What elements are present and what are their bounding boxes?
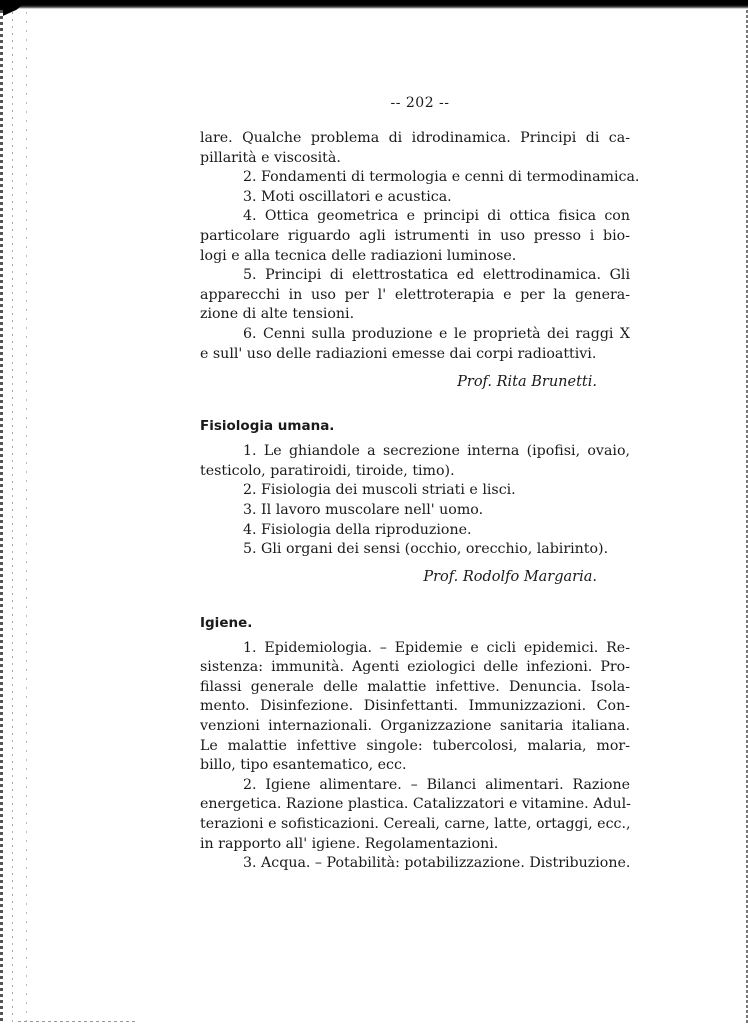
text-line: 4. Fisiologia della riproduzione.: [243, 521, 472, 538]
section-heading-hygiene: Igiene.: [200, 614, 253, 631]
hygiene-paragraphs: [200, 639, 630, 874]
text-line: 4. Ottica geometrica e principi di ottica fisica con: [243, 208, 630, 225]
text-line: 5. Principi di elettrostatica ed elettrodinamica. Gli: [243, 267, 630, 284]
physiology-section: [200, 416, 630, 587]
text-line: 3. Acqua. – Potabilità: potabilizzazione. Distribuzione.: [243, 855, 631, 872]
text-line: pillarità e viscosità.: [200, 149, 341, 166]
text-line: 6. Cenni sulla produzione e le proprietà dei raggi X: [243, 325, 630, 342]
signature-physiology: Prof. Rodolfo Margaria.: [423, 568, 597, 585]
text-line: energetica. Razione plastica. Catalizzatori e vitamine. Adul-: [200, 796, 631, 813]
text-line: particolare riguardo agli istrumenti in uso presso i bio-: [200, 227, 630, 244]
physics-section: [200, 129, 640, 392]
text-line: 2. Fondamenti di termologia e cenni di termodinamica.: [243, 169, 640, 186]
text-line: 1. Epidemiologia. – Epidemie e cicli epidemici. Re-: [243, 639, 630, 656]
text-line: 3. Il lavoro muscolare nell' uomo.: [243, 501, 484, 518]
scan-top-border: [0, 0, 748, 9]
text-line: 5. Gli organi dei sensi (occhio, orecchio, labirinto).: [243, 541, 609, 558]
text-line: Le malattie infettive singole: tubercolosi, malaria, mor-: [200, 737, 630, 754]
text-line: mento. Disinfezione. Disinfettanti. Immunizzazioni. Con-: [200, 698, 630, 715]
scan-left-edge: [0, 10, 3, 1024]
text-line: venzioni internazionali. Organizzazione sanitaria italiana.: [200, 718, 630, 735]
text-line: 3. Moti oscillatori e acustica.: [243, 188, 452, 205]
text-line: 2. Fisiologia dei muscoli striati e lisci.: [243, 482, 516, 499]
scan-binding-line: [12, 12, 13, 1022]
text-line: in rapporto all' igiene. Regolamentazioni.: [200, 835, 499, 852]
physics-paragraphs: [200, 129, 640, 364]
physiology-paragraphs: [200, 442, 630, 560]
text-line: apparecchi in uso per l' elettroterapia e per la genera-: [200, 286, 630, 303]
text-line: filassi generale delle malattie infettive. Denuncia. Isola-: [200, 678, 630, 695]
text-line: 2. Igiene alimentare. – Bilanci alimentari. Razione: [243, 776, 630, 793]
text-line: e sull' uso delle radiazioni emesse dai corpi radioattivi.: [200, 345, 597, 362]
text-line: 1. Le ghiandole a secrezione interna (ipofisi, ovaio,: [243, 443, 630, 460]
text-line: zione di alte tensioni.: [200, 306, 355, 323]
text-line: terazioni e sofisticazioni. Cereali, carne, latte, ortaggi, ecc.,: [200, 816, 631, 833]
text-line: logi e alla tecnica delle radiazioni luminose.: [200, 247, 517, 264]
section-heading-physiology: Fisiologia umana.: [200, 418, 335, 435]
text-line: billo, tipo esantematico, ecc.: [200, 757, 407, 774]
hygiene-section: [200, 613, 630, 874]
text-line: sistenza: immunità. Agenti eziologici delle infezioni. Pro-: [200, 659, 630, 676]
scan-binding-line: [26, 12, 27, 1022]
signature-physics: Prof. Rita Brunetti.: [457, 374, 597, 391]
text-line: testicolo, paratiroidi, tiroide, timo).: [200, 462, 455, 479]
scan-bottom-edge: [18, 1021, 138, 1022]
document-page: [200, 95, 640, 874]
page-number: -- 202 --: [390, 95, 450, 111]
text-line: lare. Qualche problema di idrodinamica. Principi di ca-: [200, 130, 630, 146]
